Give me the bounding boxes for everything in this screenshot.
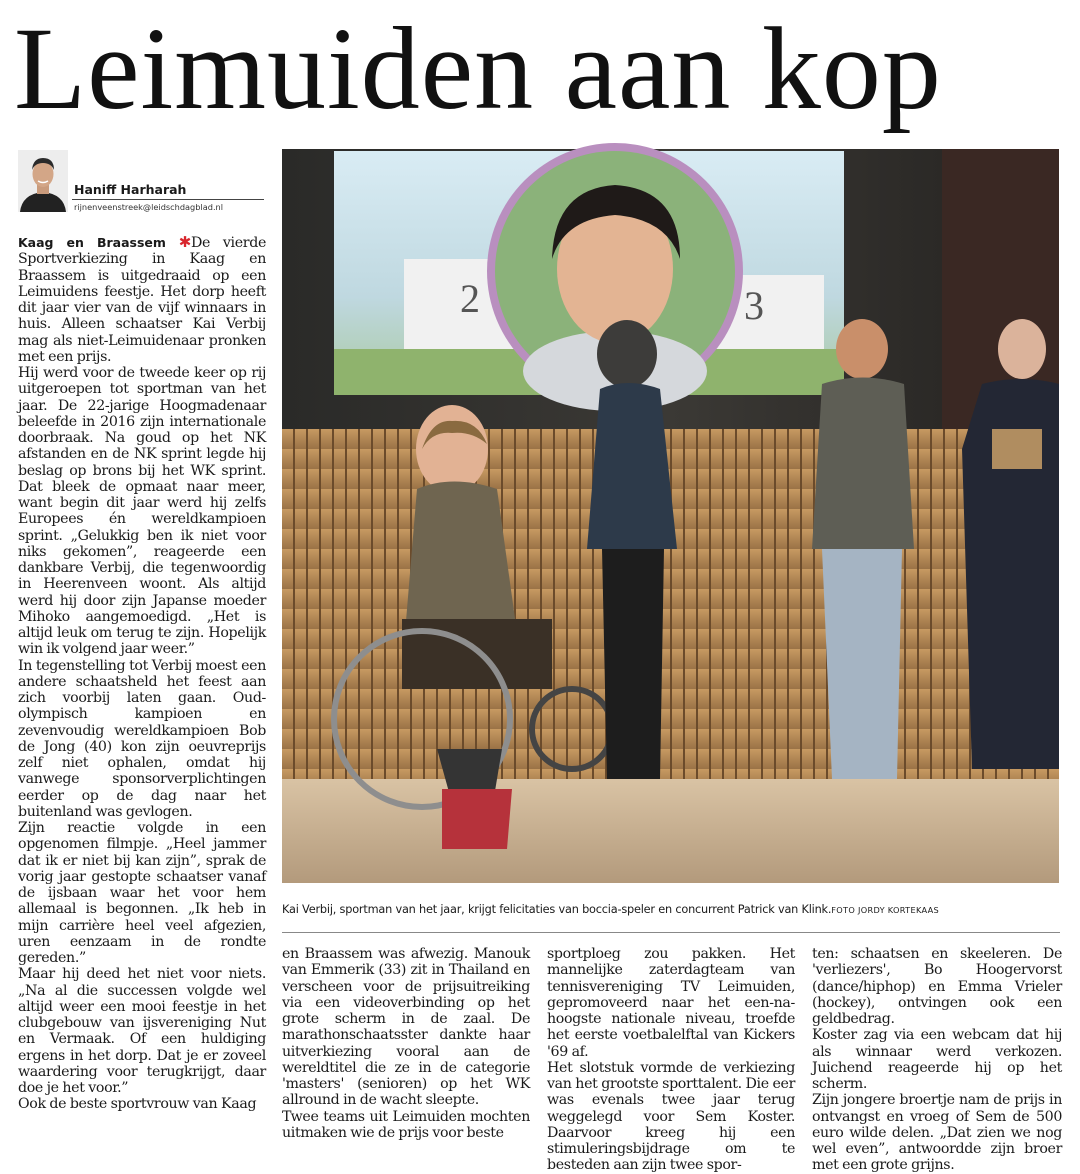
star-icon: ✱	[178, 233, 191, 251]
byline-divider	[72, 199, 264, 200]
article-paragraph: Zijn jongere broertje nam de prijs in ontvangst en vroeg of Sem de 500 euro wilde delen. „Dat zien we nog wel even”, antwoordde zijn broer met een grote grijns.	[812, 1092, 1062, 1174]
screen-number-left: 2	[460, 276, 480, 321]
article-photo	[282, 149, 1059, 883]
paragraph-text: De vierde Sportverkiezing in Kaag en Braassem is uitgedraaid op een Leimuidens feestje. Het dorp heeft dit jaar vier van de vijf winnaars in huis. Alleen schaatser Kai Verbij mag als niet-Leimuidenaar pronken met een prijs.	[18, 235, 266, 365]
article-paragraph: Het slotstuk vormde de verkiezing van het grootste sporttalent. Die eer was evenals twee jaar terug weggelegd voor Sem Koster. Daarvoor kreeg hij een stimuleringsbijdrage om te besteden aan zijn twee spor-	[547, 1059, 795, 1174]
dateline: Kaag en Braassem	[18, 235, 166, 250]
article-paragraph: en Braassem was afwezig. Manouk van Emmerik (33) zit in Thailand en verscheen voor de prijsuitreiking via een videoverbinding op het grote scherm in de zaal. De marathonschaatsster dankte haar uitverkiezing vooral aan de wereldtitel die ze in de categorie 'masters' (senioren) op het WK allround in de wacht sleepte.	[282, 946, 530, 1109]
article-paragraph: Zijn reactie volgde in een opgenomen filmpje. „Heel jammer dat ik er niet bij kan zijn”, sprak de vorig jaar gestopte schaatser vanaf de ijsbaan waar het voor hem allemaal is begonnen. „Ik heb in mijn carrière heel veel afgezien, uren eenzaam in de rondte gereden.”	[18, 820, 266, 966]
article-paragraph	[18, 234, 266, 365]
author-name: Haniff Harharah	[74, 182, 187, 197]
article-paragraph: Twee teams uit Leimuiden mochten uitmaken wie de prijs voor beste	[282, 1108, 530, 1141]
photo-credit: FOTO JORDY KORTEKAAS	[831, 905, 939, 915]
article-column-3	[547, 946, 795, 1174]
article-paragraph: Maar hij deed het niet voor niets. „Na al die successen volgde wel altijd weer een mooi feestje in het clubgebouw van ijsvereniging Nut en Vermaak. Of een huldiging ergens in het dorp. Dat je er zoveel waardering voor terugkrijgt, daar doe je het voor.”	[18, 966, 266, 1096]
screen-number-right: 3	[744, 283, 764, 328]
caption-text: Kai Verbij, sportman van het jaar, krijgt felicitaties van boccia-speler en concurrent Patrick van Klink.	[282, 903, 832, 916]
photo-caption	[282, 903, 1072, 916]
article-paragraph: ten: schaatsen en skeeleren. De 'verliezers', Bo Hoogervorst (dance/hiphop) en Emma Vrieler (hockey), ontvingen ook een geldbedrag.	[812, 946, 1062, 1027]
author-avatar	[18, 150, 68, 212]
article-column-1	[18, 234, 266, 1156]
headline: Leimuiden aan kop	[14, 3, 942, 134]
caption-divider	[282, 932, 1060, 933]
article-paragraph: sportploeg zou pakken. Het mannelijke zaterdagteam van tennisvereniging TV Leimuiden, gepromoveerd naar het een-na-hoogste nationale niveau, troefde het eerste voetbalelftal van Kickers '69 af.	[547, 946, 795, 1060]
article-column-4	[812, 946, 1062, 1174]
article-paragraph: Koster zag via een webcam dat hij als winnaar werd verkozen. Juichend reageerde hij op het scherm.	[812, 1027, 1062, 1092]
article-paragraph: Hij werd voor de tweede keer op rij uitgeroepen tot sportman van het jaar. De 22-jarige Hoogmadenaar beleefde in 2016 zijn internationale doorbraak. Na goud op het NK afstanden en de NK sprint legde hij beslag op brons bij het WK sprint. Dat bleek de opmaat naar meer, want begin dit jaar werd hij zelfs Europees én wereldkampioen sprint. „Gelukkig ben ik niet voor niks gekomen”, reageerde een dankbare Verbij, die tegenwoordig in Heerenveen woont. Als altijd werd hij door zijn Japanse moeder Mihoko aangemoedigd. „Het is altijd leuk om terug te zijn. Hopelijk win ik volgend jaar weer.”	[18, 365, 266, 658]
byline	[18, 150, 264, 214]
article-paragraph: In tegenstelling tot Verbij moest een andere schaatsheld het feest aan zich voorbij laten gaan. Oud-olympisch kampioen en zevenvoudig wereldkampioen Bob de Jong (40) kon zijn oeuvreprijs zelf niet ophalen, omdat hij vanwege sponsorverplichtingen eerder op de dag naar het buitenland was gevlogen.	[18, 657, 266, 820]
author-email: rijnenveenstreek@leidschdagblad.nl	[74, 202, 224, 212]
article-paragraph: Ook de beste sportvrouw van Kaag	[18, 1096, 257, 1113]
article-column-2	[282, 946, 530, 1156]
